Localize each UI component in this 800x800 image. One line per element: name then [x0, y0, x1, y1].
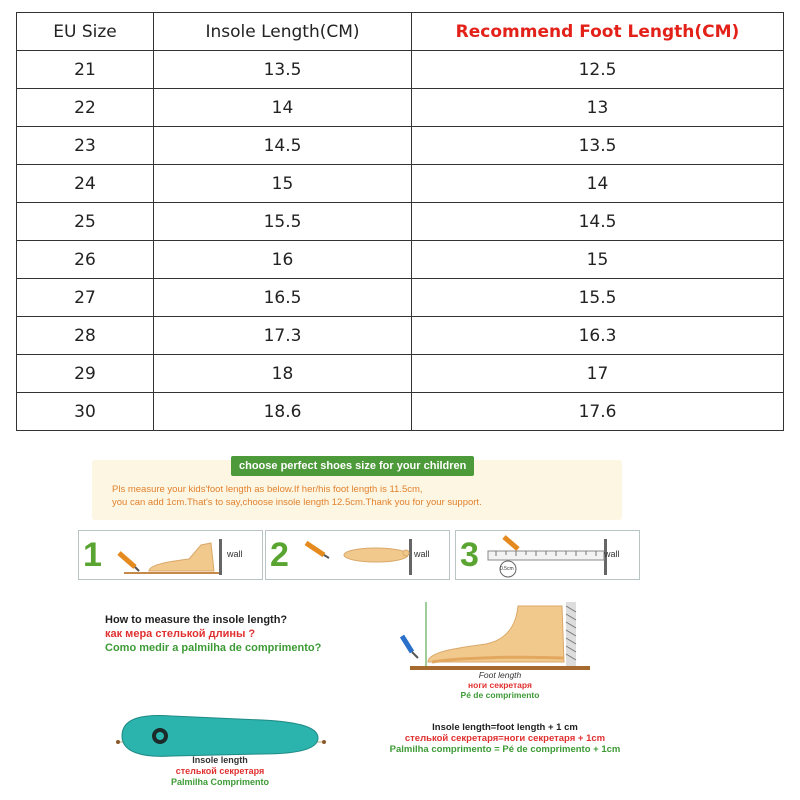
step-3-number: 3 — [460, 536, 479, 574]
formula-text — [345, 722, 665, 755]
cell-eu-size: 26 — [17, 241, 154, 279]
cell-foot-length: 14.5 — [412, 203, 784, 241]
cell-foot-length: 17.6 — [412, 393, 784, 431]
cell-insole-length: 16 — [154, 241, 412, 279]
header-recommend-foot-length: Recommend Foot Length(CM) — [412, 13, 784, 51]
insole-length-labels — [120, 755, 320, 788]
header-eu-size: EU Size — [17, 13, 154, 51]
step-1-wall-label: wall — [227, 549, 243, 559]
insole-length-en: Insole length — [192, 755, 248, 765]
cell-insole-length: 18.6 — [154, 393, 412, 431]
insole-icon — [112, 712, 332, 758]
cell-eu-size: 30 — [17, 393, 154, 431]
cell-foot-length: 14 — [412, 165, 784, 203]
how-to-en: How to measure the insole length? — [105, 614, 288, 626]
cell-insole-length: 14.5 — [154, 127, 412, 165]
table-row — [17, 51, 784, 89]
formula-en: Insole length=foot length + 1 cm — [432, 722, 578, 733]
cell-insole-length: 15 — [154, 165, 412, 203]
foot-length-en: Foot length — [478, 670, 522, 680]
foot-length-pt: Pé de comprimento — [460, 690, 540, 700]
cell-insole-length: 16.5 — [154, 279, 412, 317]
cell-eu-size: 23 — [17, 127, 154, 165]
how-to-ru: как мера стелькой длины ? — [105, 628, 256, 640]
how-to-pt: Como medir a palmilha de comprimento? — [105, 642, 322, 654]
cell-foot-length: 12.5 — [412, 51, 784, 89]
cell-insole-length: 18 — [154, 355, 412, 393]
step-1-number: 1 — [83, 536, 102, 574]
foot-length-labels — [410, 670, 590, 700]
banner-line-2: you can add 1cm.That's to say,choose insole length 12.5cm.Thank you for your support. — [112, 497, 482, 508]
insole-length-ru: стелькой секретаря — [175, 766, 265, 776]
step-3-wall-label: wall — [604, 549, 620, 559]
step-2-number: 2 — [270, 536, 289, 574]
cell-eu-size: 27 — [17, 279, 154, 317]
cell-foot-length: 13 — [412, 89, 784, 127]
step-2-wall-label: wall — [414, 549, 430, 559]
insole-length-pt: Palmilha Comprimento — [170, 777, 269, 787]
banner-title: choose perfect shoes size for your children — [231, 456, 474, 476]
cell-foot-length: 17 — [412, 355, 784, 393]
table-row — [17, 355, 784, 393]
cell-foot-length: 15 — [412, 241, 784, 279]
step-1-panel — [78, 530, 263, 580]
table-row — [17, 165, 784, 203]
table-row — [17, 279, 784, 317]
table-row — [17, 317, 784, 355]
banner-text — [112, 483, 622, 509]
cell-eu-size: 29 — [17, 355, 154, 393]
cell-eu-size: 25 — [17, 203, 154, 241]
table-row — [17, 89, 784, 127]
cell-foot-length: 16.3 — [412, 317, 784, 355]
table-body — [17, 51, 784, 431]
cell-insole-length: 14 — [154, 89, 412, 127]
table-row — [17, 393, 784, 431]
step-3-ruler-label: 0.5cm — [500, 566, 514, 572]
cell-eu-size: 21 — [17, 51, 154, 89]
cell-insole-length: 15.5 — [154, 203, 412, 241]
table-row — [17, 203, 784, 241]
cell-eu-size: 24 — [17, 165, 154, 203]
how-to-measure-text — [105, 613, 321, 655]
formula-pt: Palmilha comprimento = Pé de comprimento + 1cm — [389, 744, 621, 755]
table-header-row — [17, 13, 784, 51]
cell-foot-length: 13.5 — [412, 127, 784, 165]
foot-length-ru: ноги секретаря — [468, 680, 532, 690]
banner-line-1: Pls measure your kids'foot length as below.If her/his foot length is 11.5cm, — [112, 484, 423, 495]
cell-eu-size: 28 — [17, 317, 154, 355]
table-row — [17, 241, 784, 279]
table-row — [17, 127, 784, 165]
cell-eu-size: 22 — [17, 89, 154, 127]
step-3-panel — [455, 530, 640, 580]
cell-foot-length: 15.5 — [412, 279, 784, 317]
foot-measurement-icon — [396, 600, 596, 672]
step-2-panel — [265, 530, 450, 580]
header-insole-length: Insole Length(CM) — [154, 13, 412, 51]
cell-insole-length: 13.5 — [154, 51, 412, 89]
size-table — [16, 12, 784, 431]
cell-insole-length: 17.3 — [154, 317, 412, 355]
formula-ru: стелькой секретаря=ноги секретаря + 1cm — [404, 733, 606, 744]
